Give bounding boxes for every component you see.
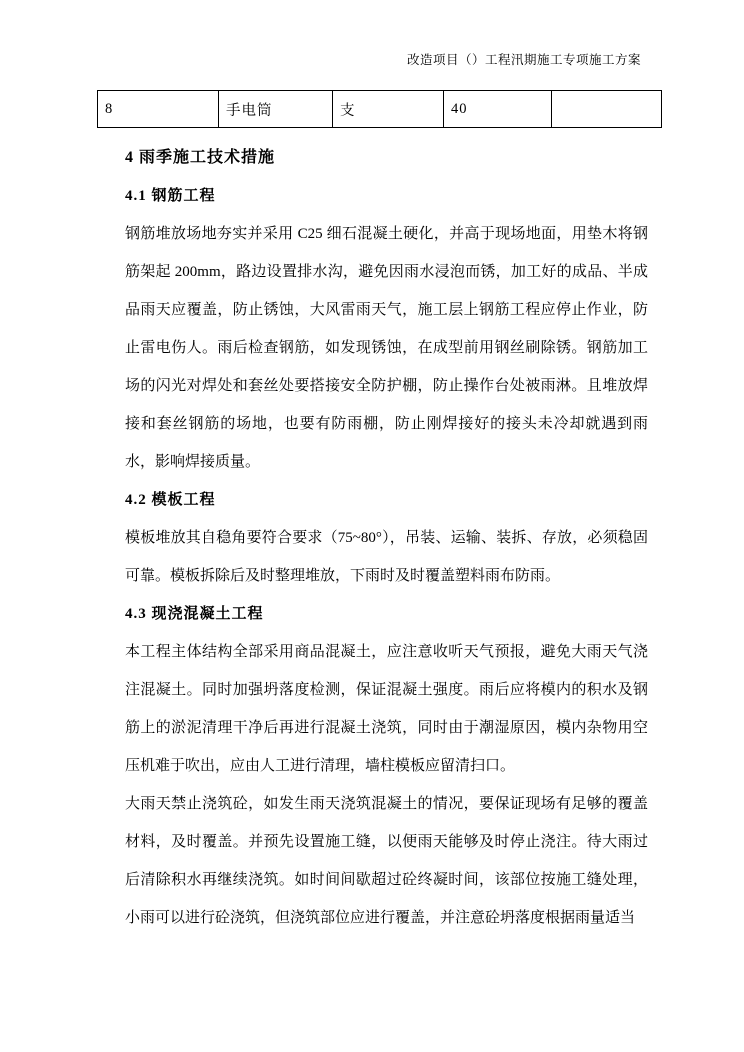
table-row — [98, 91, 662, 128]
section-4-2-paragraph: 模板堆放其自稳角要符合要求（75~80°），吊装、运输、装拆、存放，必须稳固可靠。模板拆除后及时整理堆放，下雨时及时覆盖塑料雨布防雨。 — [125, 530, 648, 584]
table-cell-quantity: 40 — [444, 91, 552, 128]
page-header — [97, 50, 641, 68]
section-4-1-paragraph: 钢筋堆放场地夯实并采用 C25 细石混凝土硬化，并高于现场地面，用垫木将钢筋架起 200mm，路边设置排水沟，避免因雨水浸泡而锈，加工好的成品、半成品雨天应覆盖，防止锈蚀，大风雷雨天气，施工层上钢筋工程应停止作业，防止雷电伤人。雨后检查钢筋，如发现锈蚀，在成型前用钢丝刷除锈。钢筋加工场的闪光对焊处和套丝处要搭接安全防护棚，防止操作台处被雨淋。且堆放焊接和套丝钢筋的场地，也要有防雨棚，防止刚焊接好的接头未冷却就遇到雨水，影响焊接质量。 — [125, 226, 648, 470]
section-4-3-paragraph-2: 大雨天禁止浇筑砼，如发生雨天浇筑混凝土的情况，要保证现场有足够的覆盖材料，及时覆盖。并预先设置施工缝，以便雨天能够及时停止浇注。待大雨过后清除积水再继续浇筑。如时间间歇超过砼终凝时间，该部位按施工缝处理，小雨可以进行砼浇筑，但浇筑部位应进行覆盖，并注意砼坍落度根据雨量适当 — [125, 796, 648, 926]
table-cell-note — [552, 91, 662, 128]
section-4-3-heading: 4.3 现浇混凝土工程 — [125, 606, 264, 622]
document-body — [125, 139, 648, 937]
section-4-2-heading: 4.2 模板工程 — [125, 492, 216, 508]
table-cell-unit: 支 — [333, 91, 444, 128]
table-cell-index: 8 — [98, 91, 219, 128]
section-4-1-heading: 4.1 钢筋工程 — [125, 188, 216, 204]
chapter-heading: 4 雨季施工技术措施 — [125, 149, 276, 166]
header-title: 改造项目（）工程汛期施工专项施工方案 — [406, 53, 641, 67]
supplies-table — [97, 90, 662, 128]
table-cell-item: 手电筒 — [219, 91, 333, 128]
section-4-3-paragraph-1: 本工程主体结构全部采用商品混凝土，应注意收听天气预报，避免大雨天气浇注混凝土。同时加强坍落度检测，保证混凝土强度。雨后应将模内的积水及钢筋上的淤泥清理干净后再进行混凝土浇筑，同时由于潮湿原因，模内杂物用空压机难于吹出，应由人工进行清理，墙柱模板应留清扫口。 — [125, 644, 648, 774]
